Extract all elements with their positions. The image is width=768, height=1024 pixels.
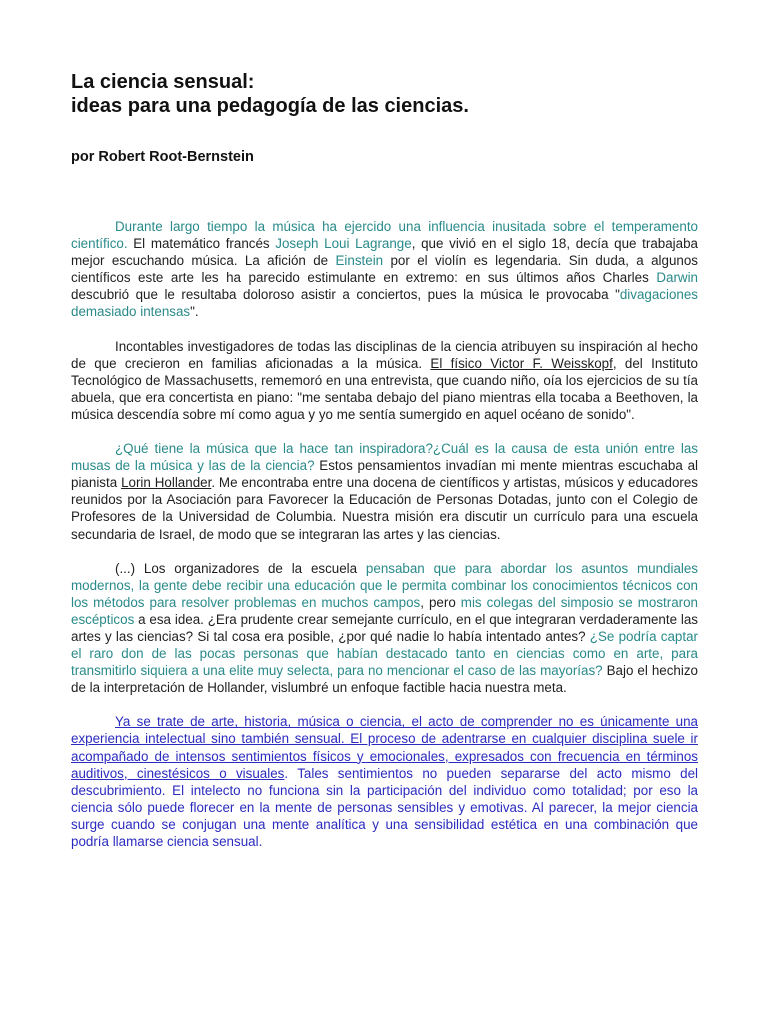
link-einstein[interactable]: Einstein: [335, 253, 384, 269]
title-line-2: ideas para una pedagogía de las ciencias.: [71, 95, 469, 117]
link-darwin[interactable]: Darwin: [656, 270, 698, 286]
paragraph-4: [71, 560, 698, 697]
body-text: Estos pensamientos invadían mi mente mientras escuchaba al pianista: [71, 458, 698, 491]
body-text: Bajo el hechizo de la interpretación de Hollander, vislumbré un enfoque factible hacia nuestra meta.: [71, 663, 699, 696]
body-text: a esa idea. ¿Era prudente crear semejante currículo, en el que integraran verdaderamente las artes y las ciencias? Si tal cosa era posible, ¿por qué nadie lo había intentado antes?: [71, 611, 698, 644]
highlight-text: . Tales sentimientos no pueden separarse del acto mismo del descubrimiento. El intelecto no funciona sin la participación del individuo como totalidad; por eso la ciencia sólo puede florecer en la mente de personas sensibles y emotivas. Al parecer, la mejor ciencia surge cuando se conjugan una mente analítica y una sensibilidad estética en una combinación que podría llamarse ciencia sensual.: [71, 765, 698, 849]
body-text: , pero: [420, 594, 461, 610]
title-line-1: La ciencia sensual:: [71, 71, 255, 93]
highlight-text: divagaciones demasiado intensas: [71, 287, 698, 320]
body-text: por el violín es legendaria. Sin duda, a algunos científicos este arte les ha parecido estimulante en extremo: en sus últimos años Charles: [71, 253, 699, 286]
link-sensual-understanding[interactable]: Ya se trate de arte, historia, música o ciencia, el acto de comprender no es únicamente una experiencia intelectual sino también sensual. El proceso de adentrarse en cualquier disciplina suele ir acompañado de intensos sentimientos físicos y emocionales, expresados con frecuencia en términos auditivos, cinestésicos o visuales: [71, 714, 698, 781]
paragraph-1: [71, 218, 698, 321]
highlight-text: pensaban que para abordar los asuntos mundiales modernos, la gente debe recibir una educación que le permita combinar los conocimientos técnicos con los métodos para resolver problemas en muchos campos: [71, 560, 699, 610]
author-byline: por Robert Root-Bernstein: [71, 149, 254, 165]
highlight-text: ¿Se podría captar el raro don de las pocas personas que habían destacado tanto en ciencias como en arte, para transmitirlo siquiera a una elite muy selecta, para no mencionar el caso de las mayorías?: [71, 628, 698, 679]
body-text: Incontables investigadores de todas las disciplinas de la ciencia atribuyen su inspiración al hecho de que crecieron en familias aficionadas a la música.: [71, 338, 698, 371]
paragraph-3: [71, 440, 698, 543]
body-text: descubrió que le resultaba doloroso asistir a conciertos, pues la música le provocaba ": [71, 287, 620, 303]
article: [71, 70, 698, 850]
body-text: (...) Los organizadores de la escuela: [115, 560, 366, 576]
body-text: , que vivió en el siglo 18, decía que trabajaba mejor escuchando música. La afición de: [71, 236, 698, 269]
highlight-text: ¿Qué tiene la música que la hace tan inspiradora?¿Cuál es la causa de esta unión entre las musas de la música y las de la ciencia?: [71, 441, 698, 474]
link-hollander[interactable]: Lorin Hollander: [121, 475, 212, 491]
body-text: . Me encontraba entre una docena de científicos y artistas, músicos y educadores reunidos por la Asociación para Favorecer la Educación de Personas Dotadas, junto con el Colegio de Profesores de la Universidad de Columbia. Nuestra misión era discutir un currículo para una escuela secundaria de Israel, de modo que se integraran las artes y las ciencias.: [71, 475, 699, 542]
paragraph-5: [71, 713, 698, 850]
highlight-text: Durante largo tiempo la música ha ejercido una influencia inusitada sobre el temperamento científico.: [71, 219, 698, 252]
body-text: , del Instituto Tecnológico de Massachusetts, rememoró en una entrevista, que cuando niño, oía los ejercicios de su tía abuela, que era concertista en piano: "me sentaba debajo del piano mientras ella tocaba a Beethoven, la música descendía sobre mí como agua y yo me sentía sumergido en aquel océano de sonido".: [71, 355, 698, 422]
highlight-text: mis colegas del simposio se mostraron escépticos: [71, 594, 698, 627]
body-text: ".: [190, 304, 199, 320]
link-weisskopf[interactable]: El físico Victor F. Weisskopf: [430, 355, 613, 371]
article-title: [71, 70, 698, 118]
paragraph-2: [71, 338, 698, 423]
link-lagrange[interactable]: Joseph Loui Lagrange: [275, 236, 412, 252]
body-text: El matemático francés: [127, 236, 276, 252]
